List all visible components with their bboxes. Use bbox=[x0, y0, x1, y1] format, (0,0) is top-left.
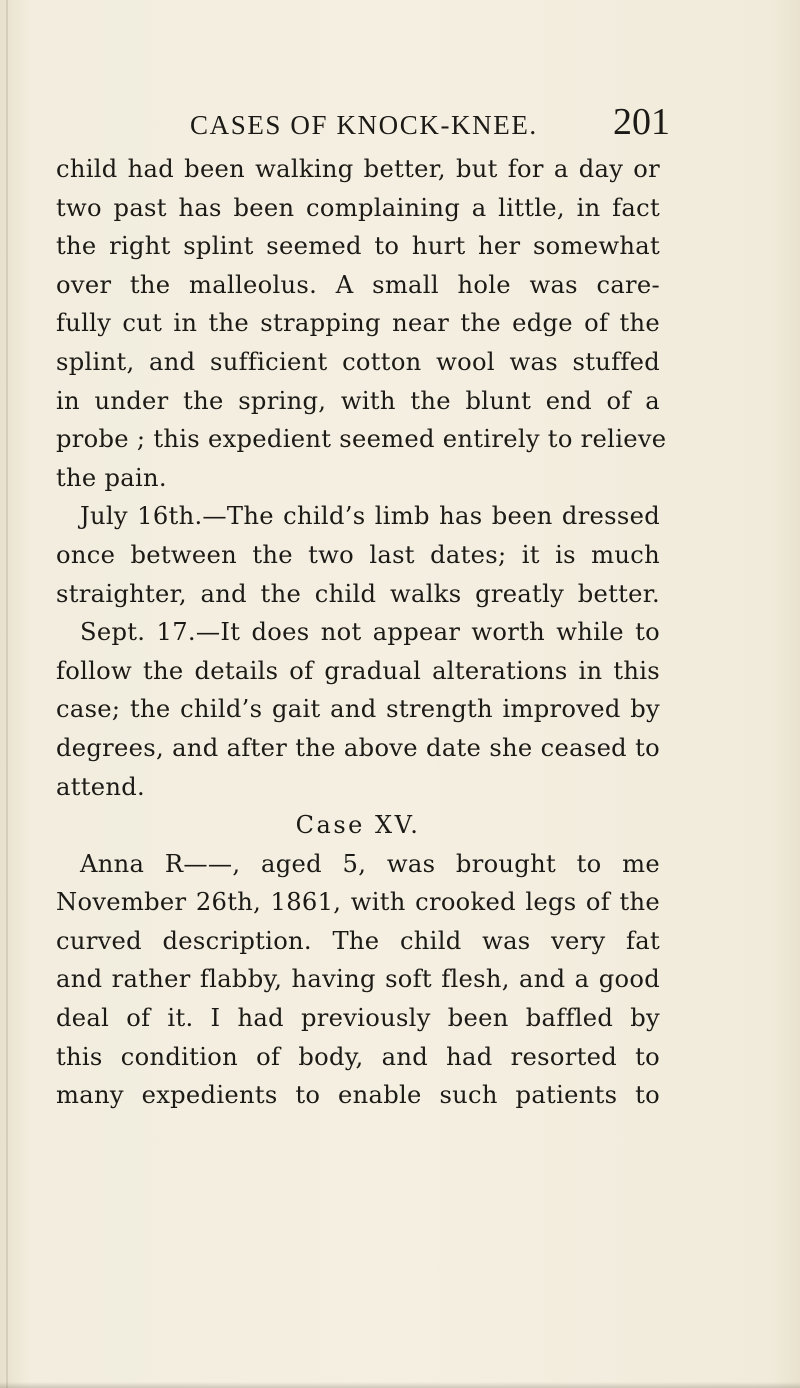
text-line: November 26th, 1861, with crooked legs of the bbox=[56, 888, 660, 917]
text-line: fully cut in the strapping near the edge of the bbox=[56, 309, 660, 338]
text-line: degrees, and after the above date she ceased to bbox=[56, 733, 660, 762]
page-bottom-edge bbox=[0, 1382, 800, 1388]
running-head: CASES OF KNOCK-KNEE. bbox=[190, 110, 538, 140]
text-line: in under the spring, with the blunt end of a bbox=[56, 386, 660, 415]
text-line: straighter, and the child walks greatly better. bbox=[56, 579, 660, 608]
text-line: attend. bbox=[56, 772, 146, 801]
page-gutter-shadow bbox=[6, 0, 8, 1388]
text-line: deal of it. I had previously been baffled by bbox=[56, 1004, 660, 1033]
body-text bbox=[56, 150, 667, 1115]
text-line: and rather flabby, having soft flesh, and a good bbox=[56, 965, 660, 994]
text-line: Anna R——, aged 5, was brought to me bbox=[80, 849, 660, 878]
page-header bbox=[190, 100, 670, 143]
text-line: curved description. The child was very fat bbox=[56, 926, 660, 955]
text-line: many expedients to enable such patients to bbox=[56, 1081, 660, 1110]
text-line: over the malleolus. A small hole was care- bbox=[56, 270, 660, 299]
text-line: probe ; this expedient seemed entirely to relieve bbox=[56, 425, 667, 454]
text-line: child had been walking better, but for a day or bbox=[56, 155, 660, 183]
text-line: the pain. bbox=[56, 463, 167, 492]
text-line: July 16th.—The child’s limb has been dressed bbox=[80, 502, 660, 531]
text-line: once between the two last dates; it is much bbox=[56, 540, 660, 569]
case-heading: Case XV. bbox=[295, 811, 421, 840]
text-line: follow the details of gradual alterations in this bbox=[56, 656, 660, 685]
page-number: 201 bbox=[613, 101, 670, 143]
text-line: case; the child’s gait and strength improved by bbox=[56, 695, 660, 724]
text-line: Sept. 17.—It does not appear worth while to bbox=[80, 618, 660, 647]
text-line: this condition of body, and had resorted to bbox=[56, 1042, 660, 1071]
text-line: two past has been complaining a little, in fact bbox=[56, 193, 660, 222]
text-line: the right splint seemed to hurt her somewhat bbox=[56, 232, 660, 261]
text-line: splint, and sufficient cotton wool was stuffed bbox=[56, 347, 660, 376]
